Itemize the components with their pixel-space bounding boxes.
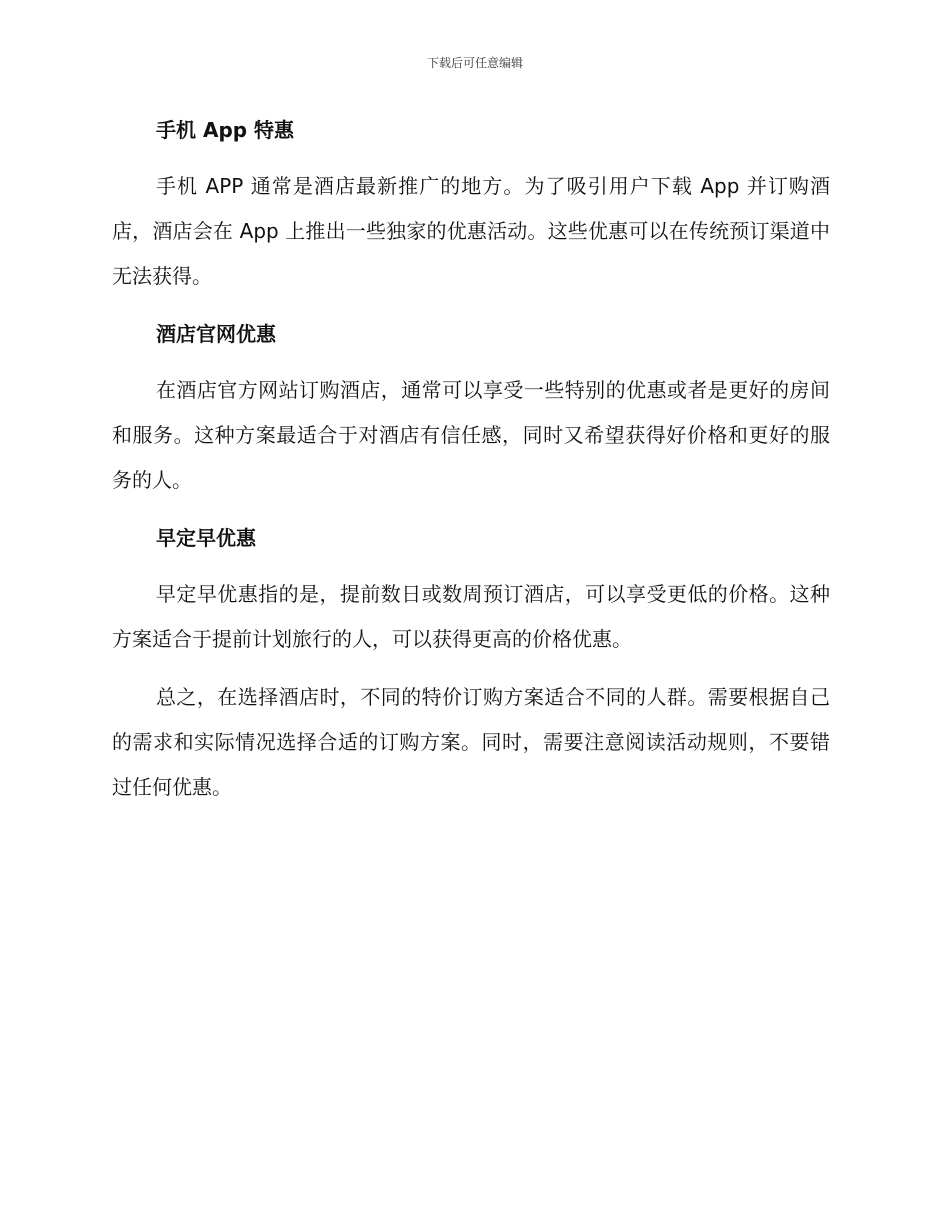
section-paragraph: 早定早优惠指的是，提前数日或数周预订酒店，可以享受更低的价格。这种方案适合于提前计划旅行的人，可以获得更高的价格优惠。 [112, 582, 830, 651]
section-official-site-deals [112, 312, 830, 503]
section-heading: 酒店官网优惠 [156, 322, 276, 346]
conclusion-paragraph: 总之，在选择酒店时，不同的特价订购方案适合不同的人群。需要根据自己的需求和实际情况选择合适的订购方案。同时，需要注意阅读活动规则，不要错过任何优惠。 [112, 685, 830, 799]
section-heading: 手机 App 特惠 [156, 118, 295, 142]
section-app-deals [112, 108, 830, 299]
section-paragraph: 在酒店官方网站订购酒店，通常可以享受一些特别的优惠或者是更好的房间和服务。这种方案最适合于对酒店有信任感，同时又希望获得好价格和更好的服务的人。 [112, 378, 830, 492]
section-paragraph: 手机 APP 通常是酒店最新推广的地方。为了吸引用户下载 App 并订购酒店，酒店会在 App 上推出一些独家的优惠活动。这些优惠可以在传统预订渠道中无法获得。 [112, 174, 830, 288]
page-header: 下载后可任意编辑 [426, 56, 523, 70]
document-body [112, 108, 830, 810]
section-heading: 早定早优惠 [156, 526, 256, 550]
section-early-booking-deals [112, 516, 830, 662]
